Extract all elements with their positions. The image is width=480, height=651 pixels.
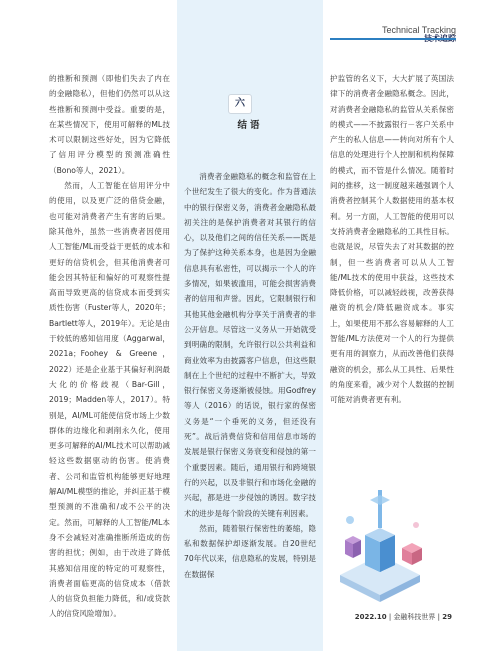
footer-separator: |	[437, 613, 443, 621]
section-title: 结语	[237, 120, 263, 131]
col2-paragraph: 然而，随着银行保密性的萎缩，隐私和数据保护却逐渐发展。自20世纪70年代以来，信息隐私的发展，特别是在数据保	[184, 523, 316, 579]
footer-issue: 2022.10	[354, 613, 387, 621]
footer-magazine: 金融科技世界	[393, 613, 436, 621]
col3-paragraph: 护监管的名义下，大大扩展了英国法律下的消费者金融隐私概念。因此，对消费者金融隐私的监管从关系保密的模式——不披露银行－客户关系中产生的私人信息——转向对所有个人信息的处理进行个人控制和机构保障的模式，而不管是什么情况。随着时间的推移，这一制度越来越强调个人消费者控制其个人数据使用的基本权利。另一方面，人工智能的使用可以支持消费者金融隐私的工具性目标。也就是说，尽管失去了对其数据的控制，但一些消费者可以从人工智能/ML技术的使用中获益，这些技术降低价格，可以减轻歧视，改善获得融资的机会/降低融资成本。事实上，如果使用不那么容易解释的人工智能/ML方法使对一个人的行为提供更有用的洞察力，从而改善他们获得融资的机会，那么从工具性、后果性的角度来看，减少对个人数据的控制可能对消费者更有利。	[330, 74, 454, 405]
header-rule	[330, 38, 456, 40]
column-middle	[184, 169, 316, 582]
page-footer	[355, 612, 452, 622]
section-number-badge: 六	[228, 94, 252, 114]
column-left	[49, 71, 170, 622]
col2-paragraph: 消费者金融隐私的概念和监管在上个世纪发生了很大的变化。作为普通法中的银行保密义务，消费者金融隐私最初关注的是保护消费者对其银行的信心，以及他们之间的信任关系——既是为了保护这种关系本身，也是因为金融信息具有私密性，可以揭示一个人的许多情况，如果被滥用，可能会损害消费者的信用和声誉。因此，它限制银行和其他其他金融机构分享关于消费者的非公开信息。尽管这一义务从一开始就受到明确的限制，允许银行以公共利益和商业效率为由披露客户信息，但这些限制在上个世纪的过程中不断扩大，导致银行保密义务逐渐被侵蚀。用Godfrey等人（2016）的话说，银行家的保密义务是“一个垂死的义务，但还没有死”。战后消费信贷和信用信息市场的发展是银行保密义务衰变和侵蚀的第一个重要因素。随后，通用银行和跨境银行的兴起，以及非银行和市场化金融的兴起，都是进一步侵蚀的诱因。数字技术的进步是每个阶段的关键有利因素。	[184, 172, 316, 518]
isometric-tech-illustration	[320, 470, 440, 610]
footer-page-number: 29	[442, 613, 452, 621]
column-right	[330, 71, 454, 408]
col1-paragraph: 然而，人工智能在信用评分中的使用，以及更广泛的借贷金融，也可能对消费者产生有害的后果。除其他外，虽然一些消费者因使用人工智能/ML而受益于更低的成本和更好的信贷机会，但其他消费者可能会因其特征和偏好的可观察性提高而导致更高的信贷成本而受到实质性伤害（Fuster等人，2020年；Bartlett等人，2019年）。无论是由于较低的感知信用度（Aggarwal，2021a；Foohey & Greene，2022）还是企业基于其偏好利润最大化的价格歧视（Bar-Gill，2019；Madden等人，2017）。特别是，AI/ML可能使信贷市场上少数群体的边缘化和剥削永久化，使用更多可解释的AI/ML技术可以帮助减轻这些数据驱动的伤害。使消费者、公司和监管机构能够更好地理解AI/ML模型的推论，并纠正基于模型预测的不准确和/或不公平的决定。然而，可解释的人工智能/ML本身不会减轻对准确推断所造成的伤害的担忧；例如，由于改进了降低其感知信用度的特定的可观察性，消费者面临更高的信贷成本（借款人的信贷负担能力降低，和/或贷款人的信贷风险增加）。	[49, 181, 170, 619]
page-header	[382, 26, 456, 44]
footer-separator: |	[388, 613, 394, 621]
col1-paragraph: 的推断和预测（即他们失去了内在的金融隐私），但他们仍然可以从这些推断和预测中受益。重要的是，在某些情况下，使用可解释的ML技术可以限制这些好处，因为它降低了信用评分模型的预测准确性（Bono等人，2021）。	[49, 74, 170, 175]
header-title-en: Technical Tracking	[381, 25, 456, 35]
